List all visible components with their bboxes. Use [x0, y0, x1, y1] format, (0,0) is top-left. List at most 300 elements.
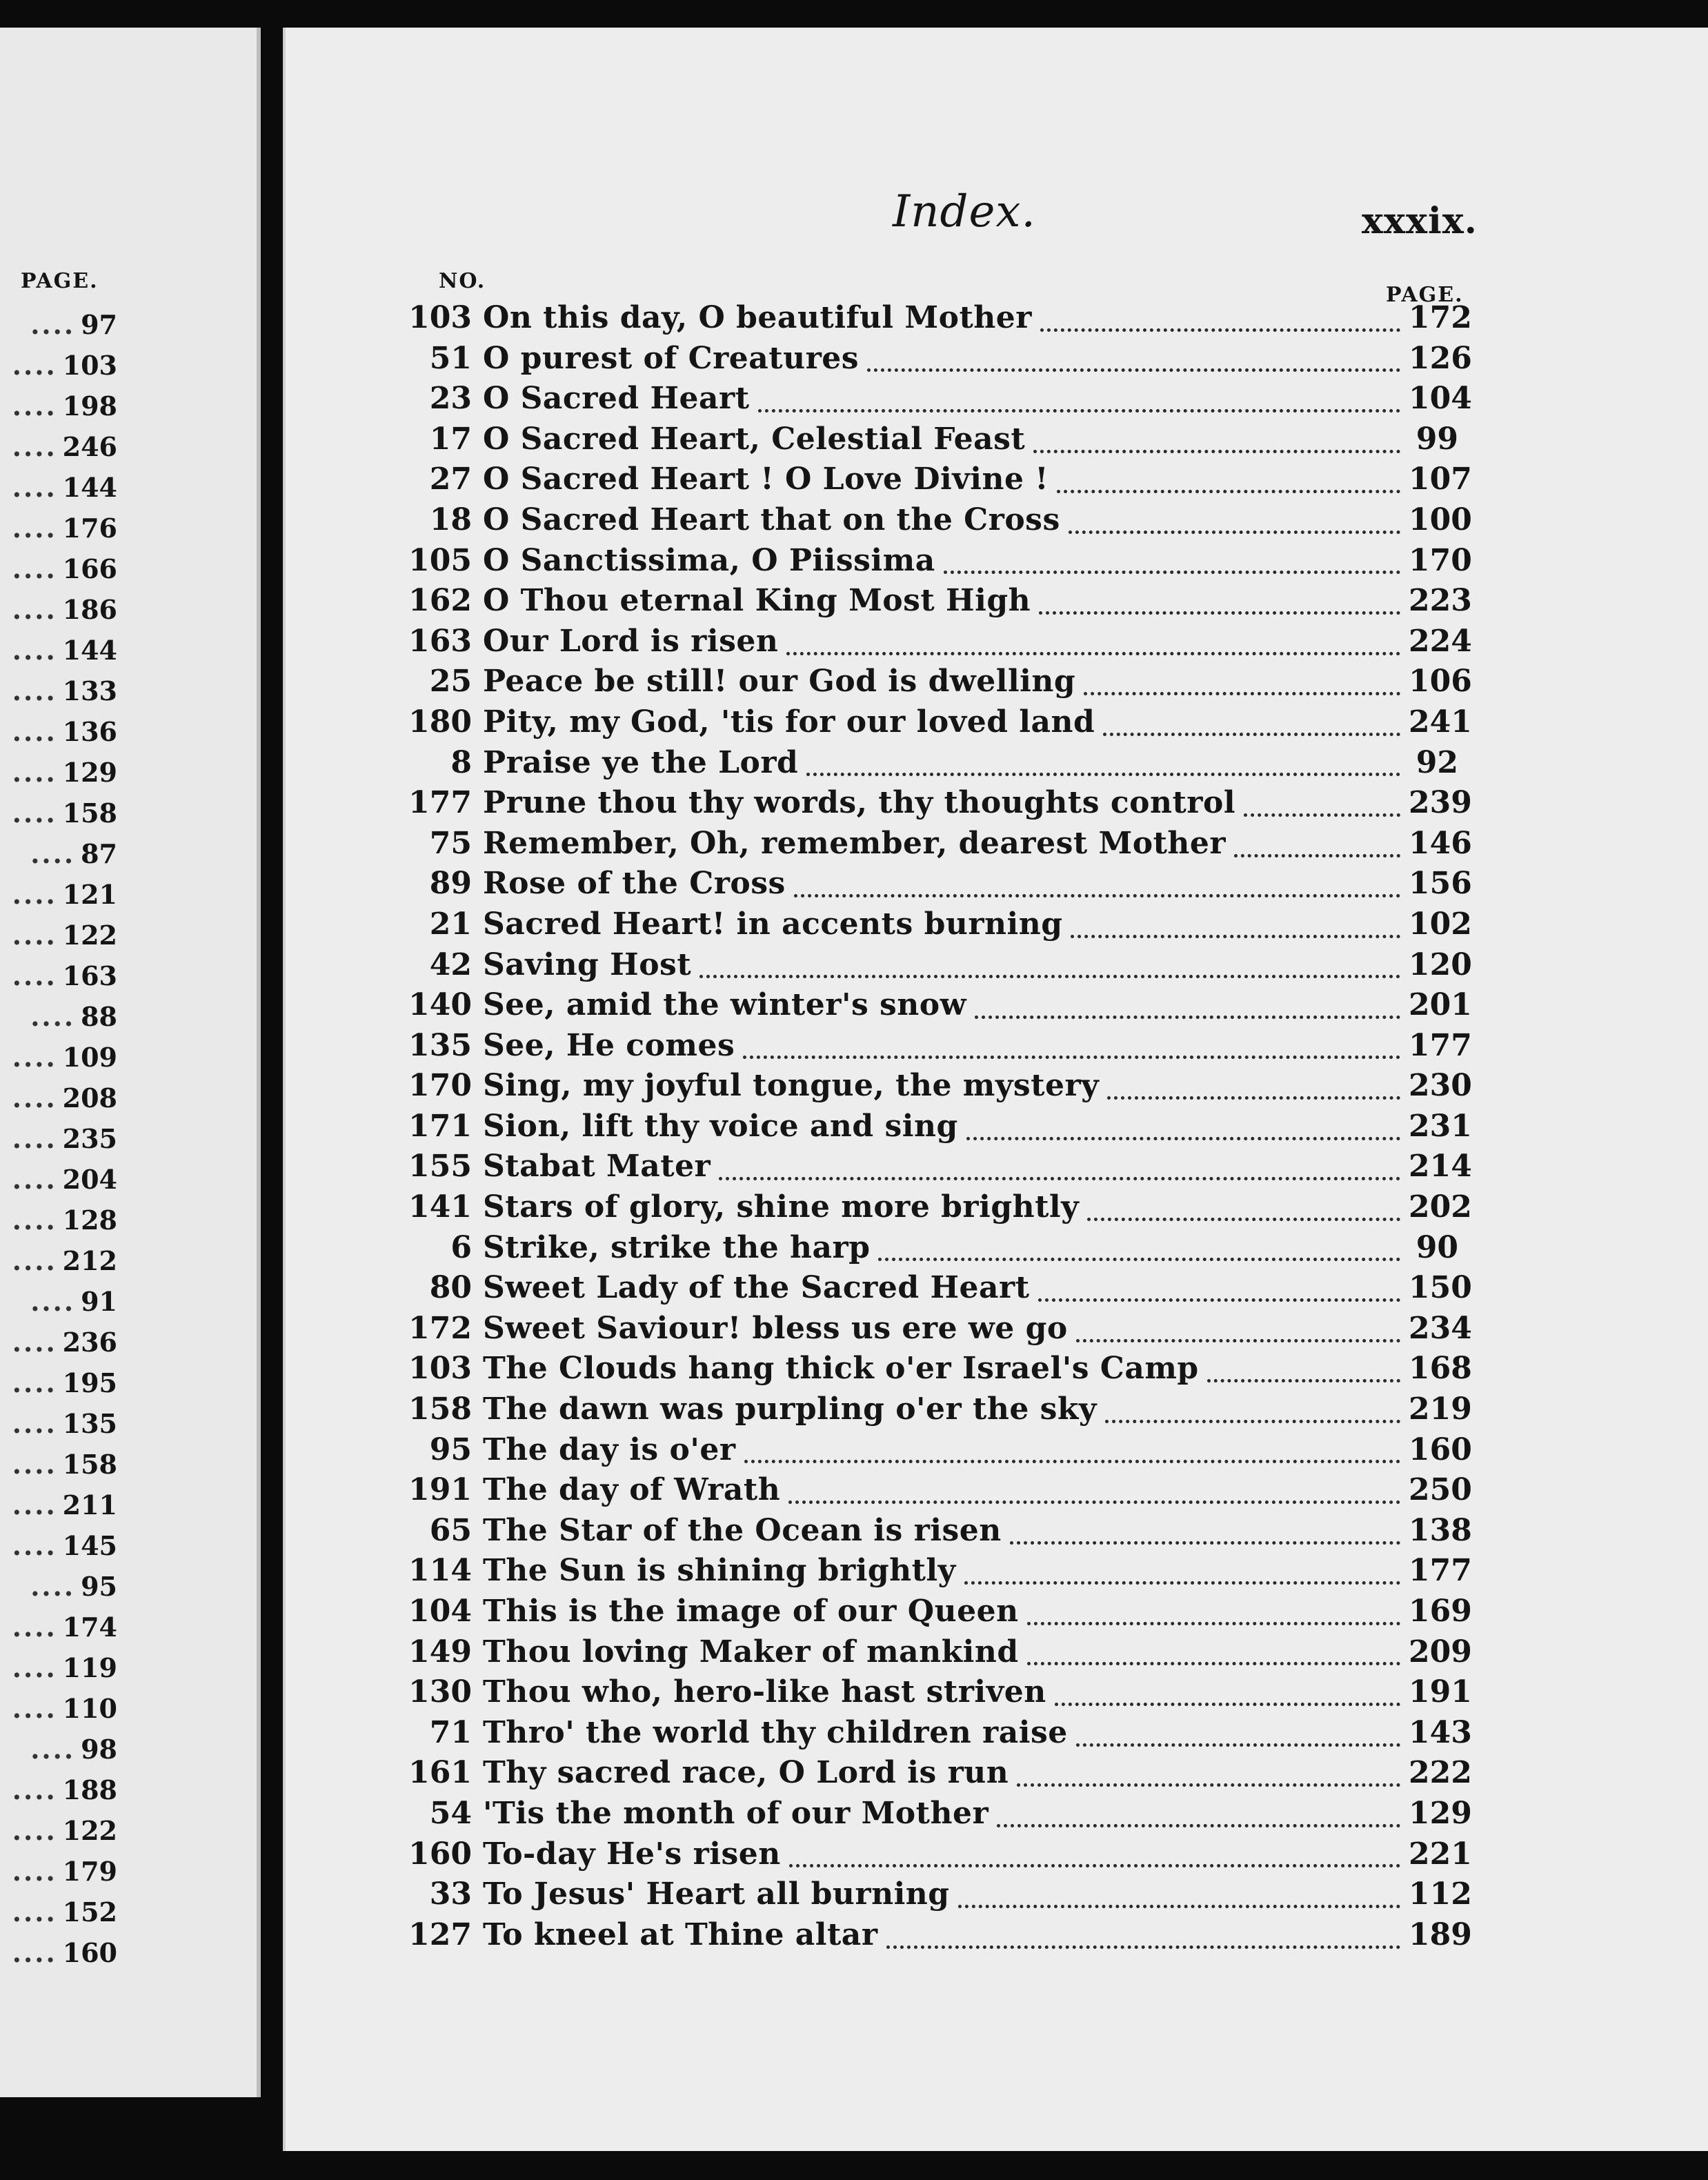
- entry-number: 171: [408, 1108, 472, 1144]
- leader-dots: [1039, 606, 1400, 615]
- entry-number: 180: [408, 704, 472, 740]
- left-entry-page: 103: [62, 350, 117, 381]
- index-entry: [403, 1674, 1472, 1715]
- page-number: xxxix.: [1362, 200, 1478, 242]
- left-page-entry: [0, 1693, 117, 1734]
- left-entry-page: 152: [62, 1896, 117, 1928]
- left-entry-page: 208: [62, 1082, 117, 1113]
- index-entry: [403, 623, 1472, 664]
- entry-number: 140: [408, 987, 472, 1023]
- entry-number: 161: [408, 1755, 472, 1791]
- leader-dots: [1234, 849, 1400, 858]
- left-page-entry: [0, 1571, 117, 1612]
- leader-dots: [758, 404, 1400, 413]
- left-entry-page: 98: [81, 1734, 117, 1765]
- left-entry-page: 109: [62, 1042, 117, 1073]
- left-entry-page: 87: [81, 838, 117, 869]
- left-page-entry: [0, 838, 117, 879]
- index-entry: [403, 1391, 1472, 1432]
- entry-number: 18: [429, 502, 472, 537]
- leader-dots: ....: [12, 879, 57, 910]
- left-page-entry: [0, 1327, 117, 1367]
- entry-page: 221: [1409, 1836, 1472, 1872]
- left-page-entry: [0, 635, 117, 675]
- entry-number: 141: [408, 1189, 472, 1225]
- entry-number: 25: [429, 664, 472, 700]
- entry-page: 169: [1409, 1594, 1472, 1629]
- entry-title: O Sacred Heart, Celestial Feast: [483, 421, 1026, 457]
- entry-page: 126: [1409, 340, 1472, 376]
- leader-dots: [966, 1131, 1400, 1140]
- left-entry-page: 160: [62, 1937, 117, 1968]
- leader-dots: ....: [12, 1693, 57, 1724]
- leader-dots: [744, 1454, 1400, 1463]
- leader-dots: ....: [12, 1612, 57, 1643]
- leader-dots: [997, 1819, 1400, 1827]
- entry-number: 103: [408, 300, 472, 335]
- left-page-entry: [0, 1001, 117, 1042]
- entry-page: 191: [1409, 1674, 1472, 1710]
- leader-dots: [1103, 727, 1400, 736]
- entry-title: To kneel at Thine altar: [483, 1916, 878, 1952]
- leader-dots: [1207, 1374, 1400, 1383]
- index-entry: [403, 1431, 1472, 1473]
- leader-dots: ....: [12, 1652, 57, 1683]
- leader-dots: [1038, 1293, 1400, 1302]
- leader-dots: [867, 363, 1400, 372]
- leader-dots: ....: [12, 553, 57, 584]
- entry-title: O Sanctissima, O Piissima: [483, 542, 935, 578]
- entry-number: 21: [429, 906, 472, 942]
- leader-dots: ....: [12, 472, 57, 503]
- left-entry-page: 195: [62, 1367, 117, 1398]
- leader-dots: ....: [12, 1327, 57, 1358]
- entry-title: O Thou eternal King Most High: [483, 583, 1031, 619]
- leader-dots: ....: [12, 1367, 57, 1398]
- entry-page: 239: [1409, 785, 1472, 821]
- entry-title: O Sacred Heart: [483, 381, 750, 417]
- index-entry: [403, 1512, 1472, 1554]
- leader-dots: ....: [12, 1245, 57, 1276]
- entry-title: Peace be still! our God is dwelling: [483, 664, 1076, 700]
- left-entry-page: 158: [62, 1449, 117, 1480]
- index-entry: [403, 947, 1472, 988]
- entry-page: 202: [1409, 1189, 1472, 1225]
- left-entry-page: 97: [81, 309, 117, 340]
- entry-number: 163: [408, 623, 472, 659]
- entry-title: 'Tis the month of our Mother: [483, 1795, 989, 1831]
- left-page-entry: [0, 513, 117, 553]
- leader-dots: [1084, 686, 1400, 695]
- entry-page: 223: [1409, 583, 1472, 619]
- entry-title: Strike, strike the harp: [483, 1229, 871, 1265]
- leader-dots: [1055, 1697, 1400, 1706]
- left-entry-page: 122: [62, 1815, 117, 1846]
- index-entry: [403, 542, 1472, 584]
- entry-page: 168: [1409, 1351, 1472, 1387]
- leader-dots: [1105, 1414, 1400, 1423]
- leader-dots: ....: [12, 797, 57, 829]
- index-entry: [403, 745, 1458, 786]
- right-page: [283, 28, 1708, 2151]
- entry-page: 214: [1409, 1149, 1472, 1185]
- entry-number: 95: [429, 1431, 472, 1467]
- entry-title: Sweet Lady of the Sacred Heart: [483, 1270, 1030, 1306]
- left-page-entry: [0, 920, 117, 960]
- entry-page: 106: [1409, 664, 1472, 700]
- entry-page: 224: [1409, 623, 1472, 659]
- entry-title: The day of Wrath: [483, 1472, 781, 1508]
- leader-dots: ....: [12, 1815, 57, 1846]
- leader-dots: ....: [12, 594, 57, 625]
- entry-page: 170: [1409, 542, 1472, 578]
- entry-title: Praise ye the Lord: [483, 744, 799, 780]
- left-page-number-list: [0, 309, 117, 1978]
- leader-dots: ....: [12, 1082, 57, 1113]
- entry-title: This is the image of our Queen: [483, 1594, 1019, 1629]
- entry-page: 189: [1409, 1916, 1472, 1952]
- leader-dots: [794, 889, 1400, 898]
- left-page-entry: [0, 431, 117, 472]
- number-column-header: NO.: [439, 269, 486, 293]
- left-entry-page: 179: [62, 1856, 117, 1887]
- entry-title: Thy sacred race, O Lord is run: [483, 1755, 1009, 1791]
- left-page-entry: [0, 1489, 117, 1530]
- entry-number: 149: [408, 1634, 472, 1669]
- left-page-entry: [0, 1408, 117, 1449]
- index-entry: [403, 1027, 1472, 1069]
- entry-number: 17: [429, 421, 472, 457]
- index-entry: [403, 1714, 1472, 1756]
- entry-number: 177: [408, 785, 472, 821]
- leader-dots: ....: [30, 1571, 76, 1602]
- left-page-entry: [0, 879, 117, 920]
- entry-title: The dawn was purpling o'er the sky: [483, 1391, 1097, 1427]
- entry-page: 172: [1409, 300, 1472, 335]
- index-entry: [403, 1472, 1472, 1513]
- entry-number: 6: [450, 1229, 472, 1265]
- index-entry: [403, 1755, 1472, 1796]
- leader-dots: ....: [12, 920, 57, 951]
- leader-dots: ....: [12, 1856, 57, 1887]
- entry-page: 143: [1409, 1714, 1472, 1750]
- left-entry-page: 212: [62, 1245, 117, 1276]
- leader-dots: ....: [12, 1042, 57, 1073]
- entry-title: The day is o'er: [483, 1431, 736, 1467]
- entry-number: 71: [429, 1714, 472, 1750]
- entry-page: 104: [1409, 381, 1472, 417]
- left-page-entry: [0, 1774, 117, 1815]
- left-page-entry: [0, 1286, 117, 1327]
- entry-number: 191: [408, 1472, 472, 1508]
- entry-title: Sweet Saviour! bless us ere we go: [483, 1310, 1068, 1346]
- leader-dots: [699, 969, 1400, 978]
- entry-number: 130: [408, 1674, 472, 1710]
- left-page-entry: [0, 309, 117, 350]
- entry-page: 160: [1409, 1431, 1472, 1467]
- entry-title: On this day, O beautiful Mother: [483, 300, 1032, 335]
- entry-page: 241: [1409, 704, 1472, 740]
- entry-title: The Clouds hang thick o'er Israel's Camp: [483, 1351, 1199, 1387]
- entry-number: 75: [429, 825, 472, 861]
- leader-dots: [878, 1252, 1400, 1261]
- index-entry: [403, 704, 1472, 745]
- index-entry: [403, 1189, 1472, 1230]
- left-entry-page: 163: [62, 960, 117, 991]
- entry-title: The Sun is shining brightly: [483, 1553, 956, 1589]
- left-page-entry: [0, 1896, 117, 1937]
- leader-dots: [944, 565, 1400, 574]
- entry-page: 250: [1409, 1472, 1472, 1508]
- entry-title: Thou who, hero-like hast striven: [483, 1674, 1046, 1710]
- left-entry-page: 133: [62, 675, 117, 706]
- entry-page: 100: [1409, 502, 1472, 537]
- left-entry-page: 188: [62, 1774, 117, 1805]
- entry-page: 92: [1416, 744, 1458, 780]
- index-entry: [403, 1876, 1472, 1917]
- leader-dots: ....: [12, 1164, 57, 1195]
- entry-number: 158: [408, 1391, 472, 1427]
- entry-title: Saving Host: [483, 947, 692, 982]
- entry-page: 177: [1409, 1027, 1472, 1063]
- leader-dots: ....: [30, 1734, 76, 1765]
- left-page-entry: [0, 553, 117, 594]
- leader-dots: ....: [12, 1530, 57, 1561]
- left-entry-page: 119: [62, 1652, 117, 1683]
- entry-title: See, amid the winter's snow: [483, 987, 967, 1023]
- entry-page: 99: [1416, 421, 1458, 457]
- entry-number: 54: [429, 1795, 472, 1831]
- entry-title: Sion, lift thy voice and sing: [483, 1108, 958, 1144]
- leader-dots: [788, 1495, 1400, 1504]
- entry-page: 231: [1409, 1108, 1472, 1144]
- leader-dots: ....: [12, 513, 57, 544]
- left-page-entry: [0, 1856, 117, 1896]
- left-page-entry: [0, 350, 117, 390]
- left-entry-page: 166: [62, 553, 117, 584]
- leader-dots: ....: [12, 1774, 57, 1805]
- left-page-entry: [0, 1652, 117, 1693]
- entry-title: O purest of Creatures: [483, 340, 860, 376]
- left-page-fragment: [0, 28, 261, 2097]
- index-entry: [403, 300, 1472, 341]
- leader-dots: ....: [12, 757, 57, 788]
- entry-number: 162: [408, 583, 472, 619]
- left-page-entry: [0, 594, 117, 635]
- left-entry-page: 122: [62, 920, 117, 951]
- left-entry-page: 95: [81, 1571, 117, 1602]
- left-page-entry: [0, 1612, 117, 1652]
- index-entry: [403, 502, 1472, 543]
- index-entry: [403, 1351, 1472, 1391]
- index-entry: [403, 1068, 1472, 1109]
- index-entry: [403, 866, 1472, 906]
- left-page-entry: [0, 1815, 117, 1856]
- index-entry: [403, 1108, 1472, 1149]
- entry-number: 80: [429, 1270, 472, 1306]
- left-entry-page: 136: [62, 716, 117, 747]
- leader-dots: [1027, 1616, 1400, 1625]
- leader-dots: [789, 1859, 1400, 1867]
- entry-page: 150: [1409, 1270, 1472, 1306]
- entry-page: 209: [1409, 1634, 1472, 1669]
- left-entry-page: 235: [62, 1123, 117, 1154]
- entry-title: Our Lord is risen: [483, 623, 779, 659]
- entry-page: 146: [1409, 825, 1472, 861]
- entry-page: 90: [1416, 1229, 1458, 1265]
- left-page-entry: [0, 960, 117, 1001]
- left-entry-page: 144: [62, 635, 117, 666]
- left-page-entry: [0, 1449, 117, 1489]
- entry-title: Sing, my joyful tongue, the mystery: [483, 1068, 1100, 1104]
- leader-dots: ....: [30, 1286, 76, 1317]
- left-page-entry: [0, 716, 117, 757]
- left-entry-page: 144: [62, 472, 117, 503]
- leader-dots: [806, 767, 1400, 776]
- index-entry: [403, 987, 1472, 1028]
- left-entry-page: 110: [62, 1693, 117, 1724]
- left-entry-page: 236: [62, 1327, 117, 1358]
- leader-dots: ....: [12, 1489, 57, 1520]
- leader-dots: ....: [30, 309, 76, 340]
- index-entry: [403, 381, 1472, 422]
- entry-title: O Sacred Heart ! O Love Divine !: [483, 462, 1049, 497]
- left-page-entry: [0, 797, 117, 838]
- left-entry-page: 204: [62, 1164, 117, 1195]
- left-entry-page: 174: [62, 1612, 117, 1643]
- left-entry-page: 186: [62, 594, 117, 625]
- entry-number: 155: [408, 1149, 472, 1185]
- entry-page: 201: [1409, 987, 1472, 1023]
- entry-title: O Sacred Heart that on the Cross: [483, 502, 1060, 537]
- entry-page: 222: [1409, 1755, 1472, 1791]
- index-entry: [403, 1836, 1472, 1877]
- left-entry-page: 135: [62, 1408, 117, 1439]
- entry-number: 170: [408, 1068, 472, 1104]
- index-entry: [403, 1230, 1458, 1271]
- leader-dots: ....: [12, 1449, 57, 1480]
- left-entry-page: 211: [62, 1489, 117, 1520]
- left-page-entry: [0, 1937, 117, 1978]
- leader-dots: ....: [30, 1001, 76, 1032]
- left-entry-page: 91: [81, 1286, 117, 1317]
- left-page-entry: [0, 1245, 117, 1286]
- entry-page: 102: [1409, 906, 1472, 942]
- entry-number: 104: [408, 1594, 472, 1629]
- entry-number: 172: [408, 1310, 472, 1346]
- leader-dots: ....: [12, 350, 57, 381]
- leader-dots: [1057, 484, 1400, 493]
- left-entry-page: 158: [62, 797, 117, 829]
- leader-dots: ....: [12, 960, 57, 991]
- leader-dots: ....: [12, 1123, 57, 1154]
- leader-dots: ....: [12, 1205, 57, 1236]
- leader-dots: [958, 1899, 1400, 1908]
- index-entry: [403, 825, 1472, 866]
- entry-title: Pity, my God, 'tis for our loved land: [483, 704, 1095, 740]
- leader-dots: ....: [30, 838, 76, 869]
- index-entry: [403, 1310, 1472, 1351]
- leader-dots: [1040, 323, 1400, 332]
- entry-title: To-day He's risen: [483, 1836, 781, 1872]
- index-entry: [403, 1916, 1472, 1958]
- entry-page: 177: [1409, 1553, 1472, 1589]
- entry-title: The Star of the Ocean is risen: [483, 1512, 1002, 1548]
- left-entry-page: 246: [62, 431, 117, 462]
- leader-dots: [719, 1171, 1400, 1180]
- leader-dots: ....: [12, 635, 57, 666]
- left-entry-page: 129: [62, 757, 117, 788]
- entry-page: 156: [1409, 866, 1472, 902]
- left-page-entry: [0, 1530, 117, 1571]
- index-entry: [403, 422, 1458, 462]
- left-page-entry: [0, 757, 117, 797]
- entry-page: 107: [1409, 462, 1472, 497]
- leader-dots: [1017, 1778, 1400, 1787]
- leader-dots: [1069, 525, 1400, 534]
- leader-dots: ....: [12, 390, 57, 422]
- leader-dots: ....: [12, 1896, 57, 1928]
- page-column-header: PAGE.: [1386, 283, 1464, 307]
- leader-dots: [1071, 929, 1400, 938]
- entry-title: Stars of glory, shine more brightly: [483, 1189, 1080, 1225]
- entry-page: 234: [1409, 1310, 1472, 1346]
- left-page-entry: [0, 1164, 117, 1205]
- leader-dots: ....: [12, 431, 57, 462]
- index-entry: [403, 1149, 1472, 1189]
- left-page-entry: [0, 1123, 117, 1164]
- entry-page: 120: [1409, 947, 1472, 982]
- left-page-column-header: PAGE.: [21, 269, 99, 293]
- left-entry-page: 198: [62, 390, 117, 422]
- index-entry: [403, 1795, 1472, 1836]
- entry-page: 112: [1409, 1876, 1472, 1912]
- index-entry: [403, 664, 1472, 704]
- entry-number: 65: [429, 1512, 472, 1548]
- entry-number: 114: [408, 1553, 472, 1589]
- leader-dots: [1087, 1212, 1400, 1221]
- entry-number: 33: [429, 1876, 472, 1912]
- leader-dots: [1027, 1656, 1400, 1665]
- leader-dots: [786, 646, 1400, 655]
- index-entry: [403, 906, 1472, 947]
- leader-dots: [1107, 1091, 1400, 1100]
- entry-title: See, He comes: [483, 1027, 735, 1063]
- left-page-entry: [0, 675, 117, 716]
- left-entry-page: 128: [62, 1205, 117, 1236]
- leader-dots: [1076, 1738, 1400, 1747]
- index-entry: [403, 462, 1472, 502]
- left-entry-page: 145: [62, 1530, 117, 1561]
- index-entry: [403, 1634, 1472, 1675]
- left-page-entry: [0, 1205, 117, 1245]
- leader-dots: [1076, 1334, 1400, 1342]
- left-entry-page: 121: [62, 879, 117, 910]
- entry-number: 105: [408, 542, 472, 578]
- leader-dots: [964, 1576, 1400, 1585]
- leader-dots: [1010, 1536, 1400, 1545]
- leader-dots: [886, 1940, 1401, 1949]
- leader-dots: [1033, 444, 1400, 453]
- left-page-entry: [0, 472, 117, 513]
- entry-number: 8: [450, 744, 472, 780]
- index-entry-list: [403, 300, 1472, 1957]
- entry-number: 103: [408, 1351, 472, 1387]
- entry-title: Prune thou thy words, thy thoughts control: [483, 785, 1236, 821]
- entry-title: Thro' the world thy children raise: [483, 1714, 1068, 1750]
- leader-dots: [743, 1050, 1400, 1059]
- entry-number: 27: [429, 462, 472, 497]
